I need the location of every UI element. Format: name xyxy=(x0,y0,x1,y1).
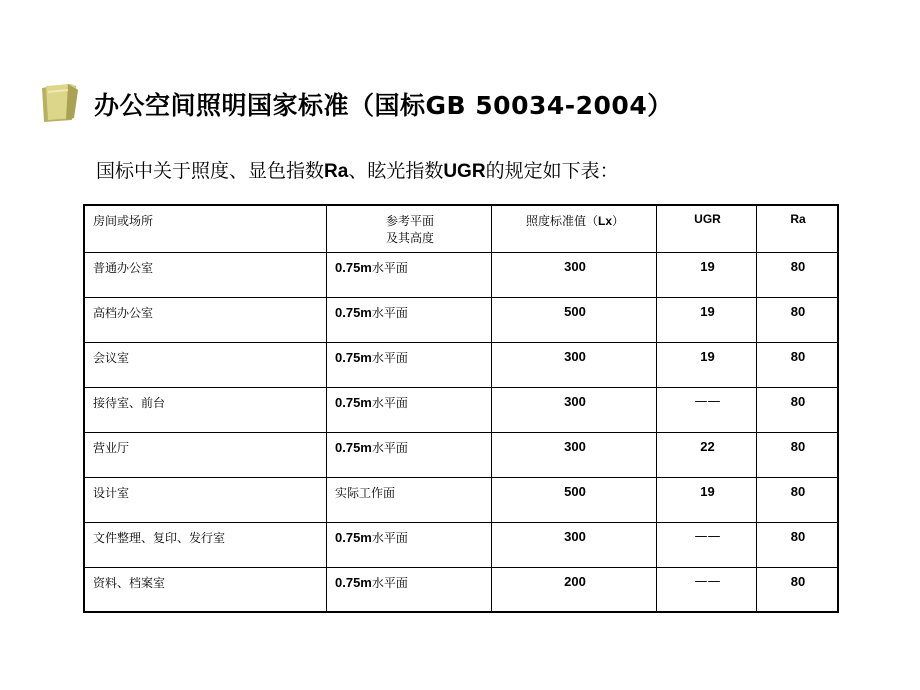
cell-ugr-value: 22 xyxy=(700,438,715,454)
header-ref-line2: 及其高度 xyxy=(385,231,434,245)
cell-ref-value: 0.75m xyxy=(335,304,372,320)
cell-ra xyxy=(757,387,839,432)
cell-ugr xyxy=(657,477,757,522)
cell-ra xyxy=(757,567,839,612)
cell-room: 设计室 xyxy=(84,477,327,522)
cell-ra-value: 80 xyxy=(790,258,806,274)
header-lux-unit: Lx xyxy=(597,214,612,228)
table-row xyxy=(84,522,838,567)
cell-ugr-value: 19 xyxy=(700,258,715,274)
cell-illuminance xyxy=(492,432,657,477)
cell-ref-value: 0.75m xyxy=(335,439,372,455)
cell-illuminance xyxy=(492,522,657,567)
cell-ugr-value: —— xyxy=(694,393,721,409)
cell-ref-plane: 水平面 xyxy=(371,440,408,455)
cell-ref-plane: 实际工作面 xyxy=(335,485,396,500)
page-title: 办公空间照明国家标准（国标GB 50034-2004） xyxy=(94,91,673,120)
cell-lux-value: 300 xyxy=(564,348,586,364)
cell-room: 普通办公室 xyxy=(84,252,327,297)
cell-reference-plane xyxy=(327,522,492,567)
cell-ugr-value: 19 xyxy=(700,348,715,364)
cell-ref-value: 0.75m xyxy=(335,529,372,545)
cell-ugr xyxy=(657,432,757,477)
cell-reference-plane xyxy=(327,387,492,432)
cell-illuminance xyxy=(492,297,657,342)
cell-ugr xyxy=(657,297,757,342)
cell-ra xyxy=(757,342,839,387)
cell-ref-value: 0.75m xyxy=(335,349,372,365)
subtitle-part3: 的规定如下表： xyxy=(485,160,619,182)
header-ugr xyxy=(657,205,757,252)
cell-ra xyxy=(757,432,839,477)
cell-ref-plane: 水平面 xyxy=(371,395,408,410)
cell-illuminance xyxy=(492,387,657,432)
cell-ref-plane: 水平面 xyxy=(371,575,408,590)
cell-ugr-value: 19 xyxy=(700,303,715,319)
page-subtitle xyxy=(96,156,619,183)
cell-ra-value: 80 xyxy=(790,483,806,499)
cell-illuminance xyxy=(492,252,657,297)
cell-ra xyxy=(757,252,839,297)
cell-ugr-value: 19 xyxy=(700,483,715,499)
header-reference-plane xyxy=(327,205,492,252)
cell-ra xyxy=(757,297,839,342)
cell-reference-plane xyxy=(327,342,492,387)
subtitle-part1: 国标中关于照度、显色指数 xyxy=(96,160,325,182)
header-ugr-label: UGR xyxy=(694,212,721,226)
cell-room: 资料、档案室 xyxy=(84,567,327,612)
table-row xyxy=(84,252,838,297)
header-ra-label: Ra xyxy=(790,212,806,226)
header-ref-line1: 参考平面 xyxy=(385,214,434,228)
table-row xyxy=(84,567,838,612)
header-lux-prefix: 照度标准值（ xyxy=(525,214,598,228)
cell-ra-value: 80 xyxy=(790,348,806,364)
header-illuminance xyxy=(492,205,657,252)
subtitle-part2: 、眩光指数 xyxy=(348,160,444,182)
cell-ugr xyxy=(657,342,757,387)
cell-ugr xyxy=(657,252,757,297)
cell-ra-value: 80 xyxy=(790,528,806,544)
cell-lux-value: 300 xyxy=(564,528,586,544)
cell-ra-value: 80 xyxy=(790,393,806,409)
cell-room: 文件整理、复印、发行室 xyxy=(84,522,327,567)
cell-ref-plane: 水平面 xyxy=(371,260,408,275)
header-lux-suffix: ） xyxy=(612,214,625,228)
cell-ra xyxy=(757,477,839,522)
cell-ref-plane: 水平面 xyxy=(371,305,408,320)
cell-room: 接待室、前台 xyxy=(84,387,327,432)
cell-ref-value: 0.75m xyxy=(335,394,372,410)
cell-illuminance xyxy=(492,477,657,522)
table-header-row xyxy=(84,205,838,252)
header-ra xyxy=(757,205,839,252)
table-row xyxy=(84,342,838,387)
cell-reference-plane xyxy=(327,477,492,522)
cell-reference-plane xyxy=(327,567,492,612)
table-row xyxy=(84,477,838,522)
cell-ugr xyxy=(657,387,757,432)
lighting-standard-table xyxy=(83,204,839,613)
cell-lux-value: 300 xyxy=(564,438,586,454)
cell-room: 高档办公室 xyxy=(84,297,327,342)
cell-ra xyxy=(757,522,839,567)
cell-room: 会议室 xyxy=(84,342,327,387)
cell-ugr-value: —— xyxy=(694,573,721,589)
subtitle-ra: Ra xyxy=(324,161,349,182)
cell-lux-value: 500 xyxy=(564,303,586,319)
cell-ref-value: 0.75m xyxy=(335,259,372,275)
cell-ugr xyxy=(657,522,757,567)
cell-reference-plane xyxy=(327,297,492,342)
table-row xyxy=(84,297,838,342)
cell-illuminance xyxy=(492,567,657,612)
cell-lux-value: 300 xyxy=(564,258,586,274)
cell-room: 营业厅 xyxy=(84,432,327,477)
cell-ref-value: 0.75m xyxy=(335,574,372,590)
subtitle-ugr: UGR xyxy=(443,161,486,182)
cell-lux-value: 500 xyxy=(564,483,586,499)
cell-illuminance xyxy=(492,342,657,387)
cell-ref-plane: 水平面 xyxy=(371,530,408,545)
cell-ra-value: 80 xyxy=(790,573,806,589)
table-row xyxy=(84,432,838,477)
table-row xyxy=(84,387,838,432)
cell-ugr-value: —— xyxy=(694,528,721,544)
cell-reference-plane xyxy=(327,252,492,297)
cell-lux-value: 200 xyxy=(564,573,586,589)
cell-ra-value: 80 xyxy=(790,303,806,319)
cell-ra-value: 80 xyxy=(790,438,806,454)
header-room: 房间或场所 xyxy=(84,205,327,252)
title-bookmark-icon xyxy=(38,82,82,124)
cell-ugr xyxy=(657,567,757,612)
cell-lux-value: 300 xyxy=(564,393,586,409)
cell-ref-plane: 水平面 xyxy=(371,350,408,365)
cell-reference-plane xyxy=(327,432,492,477)
